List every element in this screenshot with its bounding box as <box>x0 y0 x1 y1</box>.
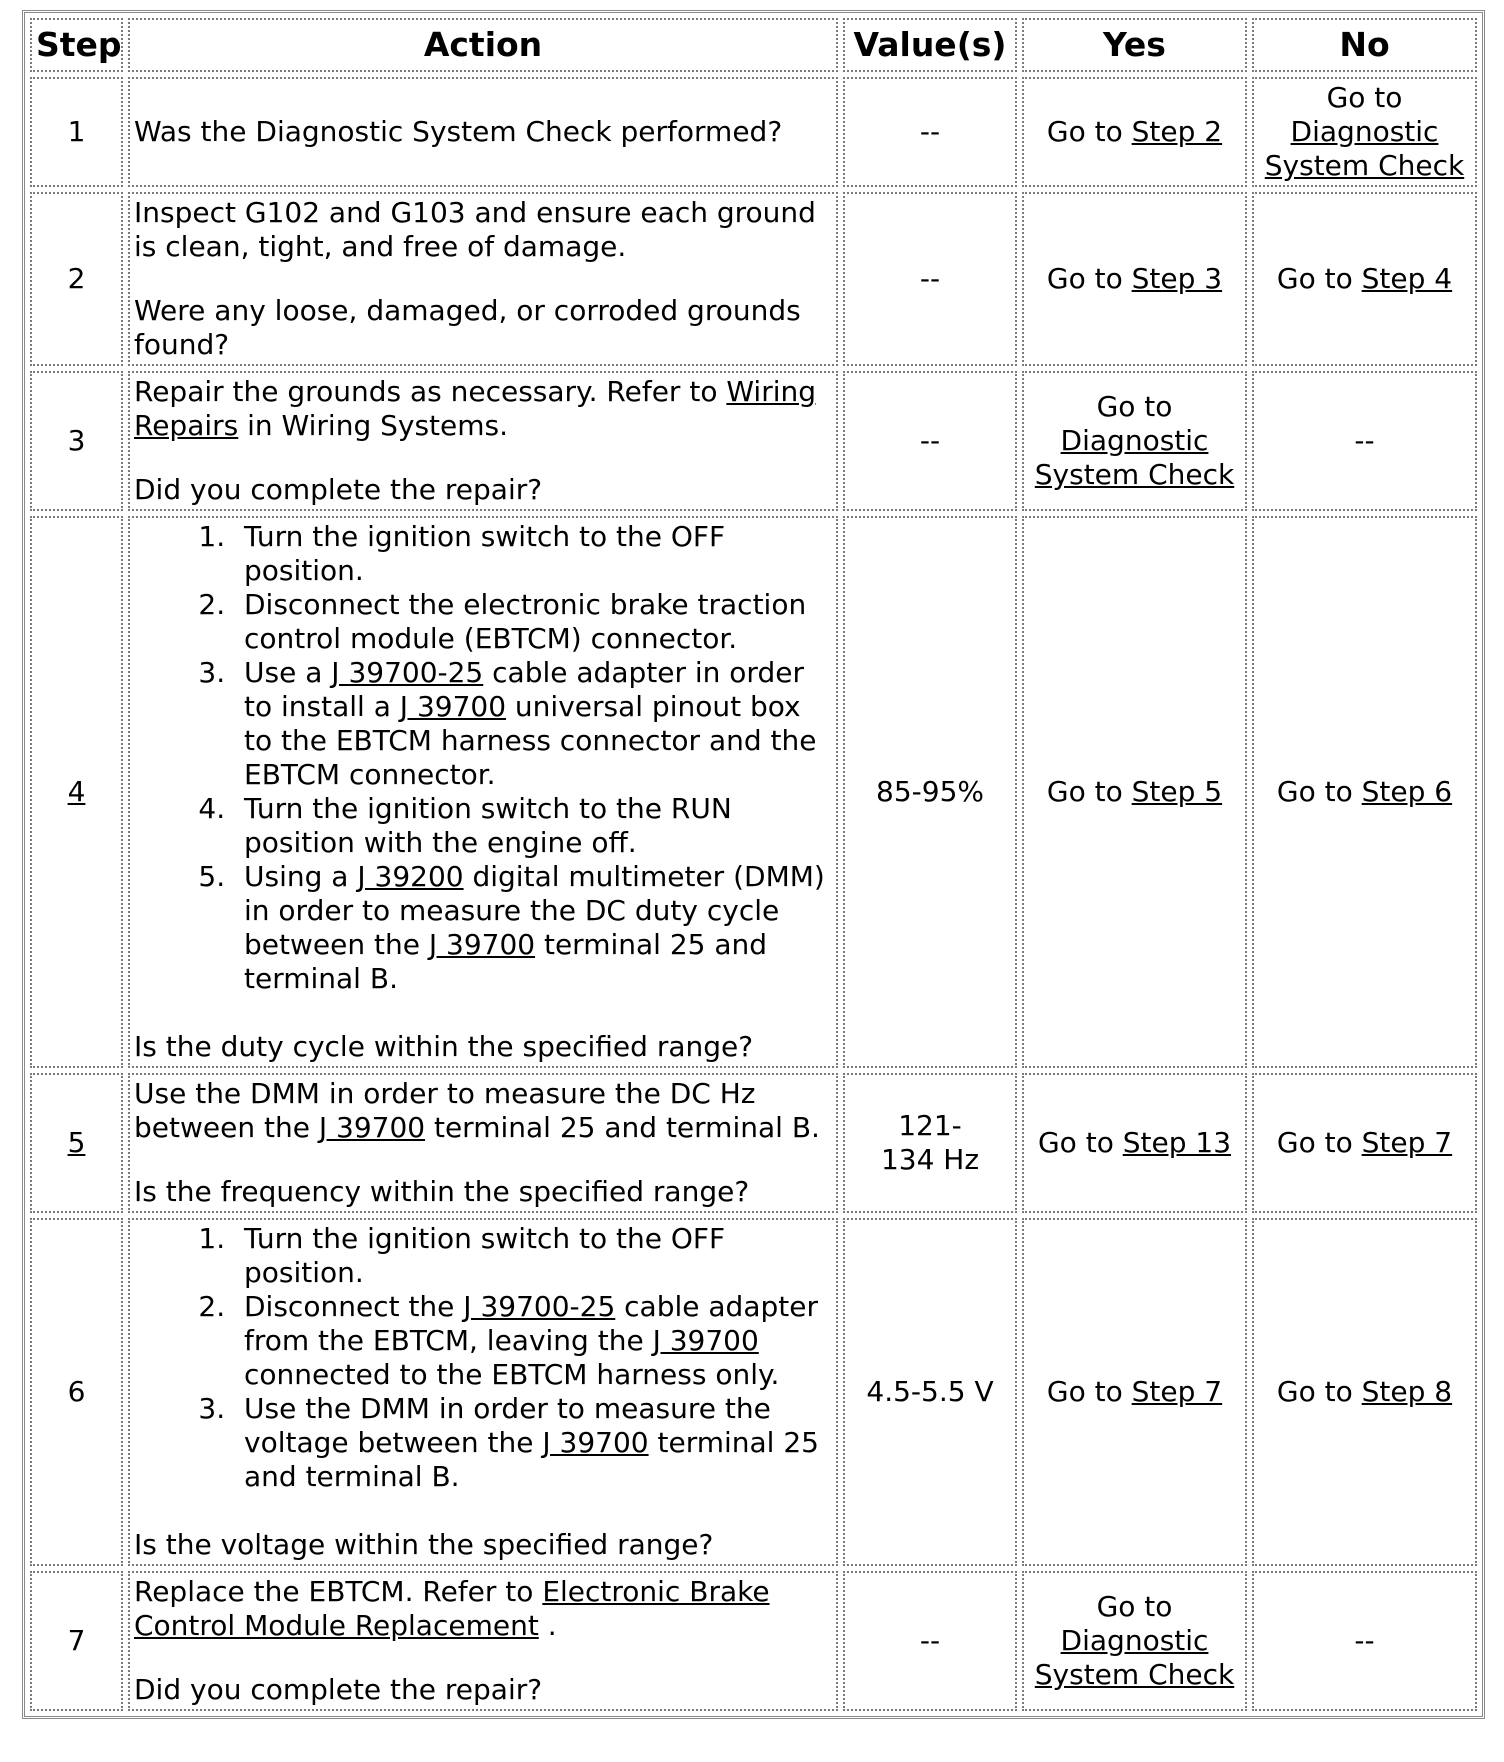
action-cell <box>128 1073 838 1213</box>
list-item <box>234 1222 832 1290</box>
value-cell: -- <box>843 371 1017 511</box>
list-item <box>234 656 832 792</box>
list-item-text: Turn the ignition switch to the OFF position. <box>244 1222 726 1289</box>
value-cell: -- <box>843 192 1017 366</box>
diagnostic-table <box>22 10 1485 1719</box>
table-row <box>30 371 1477 511</box>
yes-cell <box>1022 516 1247 1068</box>
header-step: Step <box>30 18 123 72</box>
action-question: Did you complete the repair? <box>134 1673 543 1706</box>
list-item <box>234 792 832 860</box>
action-text-part: in Wiring Systems. <box>238 409 509 442</box>
list-item <box>234 520 832 588</box>
list-item-text: Using a <box>244 860 358 893</box>
tool-link[interactable]: J 39700 <box>318 1111 426 1144</box>
spacer <box>134 1643 832 1673</box>
table-row <box>30 1571 1477 1711</box>
diagnostic-system-check-link[interactable] <box>1035 1624 1234 1691</box>
step-number: 7 <box>30 1571 123 1711</box>
table-row <box>30 1218 1477 1566</box>
link-part[interactable]: Diagnostic <box>1290 115 1439 148</box>
tool-link[interactable]: J 39700 <box>652 1324 759 1357</box>
table-row <box>30 192 1477 366</box>
tool-link[interactable]: J 39700 <box>542 1426 649 1459</box>
action-cell <box>128 371 838 511</box>
link-part[interactable]: System Check <box>1034 458 1235 491</box>
action-text-part: Replace the EBTCM. Refer to <box>134 1575 543 1608</box>
list-item-text: Turn the ignition switch to the RUN position with the engine off. <box>244 792 732 859</box>
step-link[interactable]: Step 7 <box>1361 1126 1453 1159</box>
tool-link[interactable]: J 39200 <box>357 860 464 893</box>
value-cell: -- <box>843 77 1017 187</box>
action-text <box>134 375 832 443</box>
action-cell <box>128 77 838 187</box>
spacer <box>134 1145 832 1175</box>
action-text-part: Use the DMM in order to measure the DC Hz between the <box>134 1077 756 1144</box>
table-row <box>30 516 1477 1068</box>
header-values: Value(s) <box>843 18 1017 72</box>
header-action: Action <box>128 18 838 72</box>
value-line: 134 Hz <box>880 1143 980 1176</box>
step-number: 3 <box>30 371 123 511</box>
value-cell: 85-95% <box>843 516 1017 1068</box>
no-prefix: Go to <box>1276 1375 1362 1408</box>
link-part[interactable]: System Check <box>1034 1658 1235 1691</box>
no-prefix: Go to <box>1276 775 1362 808</box>
action-question: Did you complete the repair? <box>134 473 543 506</box>
table-row <box>30 77 1477 187</box>
no-prefix: Go to <box>1276 1126 1362 1159</box>
table-row <box>30 1073 1477 1213</box>
list-item-text: cable adapter from the EBTCM, leaving the <box>244 1290 818 1357</box>
link-part[interactable]: System Check <box>1264 149 1465 182</box>
tool-link[interactable]: J 39700-25 <box>463 1290 616 1323</box>
yes-cell <box>1022 77 1247 187</box>
no-cell <box>1252 192 1477 366</box>
step-link[interactable]: Step 4 <box>1361 262 1453 295</box>
value-line: 121- <box>898 1109 962 1142</box>
list-item-text: Disconnect the electronic brake traction control module (EBTCM) connector. <box>244 588 807 655</box>
step-link[interactable]: Step 5 <box>1131 775 1223 808</box>
no-goto-label: Go to <box>1326 81 1403 114</box>
list-item-text: universal pinout box to the EBTCM harness connector and the EBTCM connector. <box>244 690 817 791</box>
tool-link[interactable]: J 39700-25 <box>331 656 484 689</box>
yes-cell <box>1022 1571 1247 1711</box>
wiring-repairs-link[interactable]: Wiring Repairs <box>134 375 817 442</box>
yes-goto-label: Go to <box>1096 1590 1173 1623</box>
list-item-text: Use a <box>244 656 332 689</box>
yes-prefix: Go to <box>1046 775 1132 808</box>
action-cell <box>128 516 838 1068</box>
action-question: Is the frequency within the specified range? <box>134 1175 750 1208</box>
list-item-text: terminal 25 and terminal B. <box>244 928 768 995</box>
no-cell <box>1252 516 1477 1068</box>
action-question: Were any loose, damaged, or corroded grounds found? <box>134 294 801 361</box>
step-number <box>30 516 123 1068</box>
action-text-part: . <box>538 1609 557 1642</box>
value-cell: 4.5-5.5 V <box>843 1218 1017 1566</box>
action-question: Is the duty cycle within the specified range? <box>134 1030 754 1063</box>
action-text: Was the Diagnostic System Check performed? <box>134 115 783 148</box>
header-no: No <box>1252 18 1477 72</box>
yes-prefix: Go to <box>1046 115 1132 148</box>
step-anchor-link[interactable]: 5 <box>67 1126 86 1159</box>
list-item-text: cable adapter in order to install a <box>244 656 804 723</box>
header-row <box>30 18 1477 72</box>
yes-cell <box>1022 1218 1247 1566</box>
header-yes: Yes <box>1022 18 1247 72</box>
tool-link[interactable]: J 39700 <box>428 928 536 961</box>
action-steps-list <box>134 520 832 996</box>
step-number: 1 <box>30 77 123 187</box>
step-link[interactable]: Step 2 <box>1131 115 1223 148</box>
yes-goto-label: Go to <box>1096 390 1173 423</box>
yes-cell <box>1022 371 1247 511</box>
no-cell <box>1252 77 1477 187</box>
yes-cell <box>1022 1073 1247 1213</box>
action-cell <box>128 1218 838 1566</box>
yes-prefix: Go to <box>1046 262 1132 295</box>
action-text <box>134 1575 832 1643</box>
value-cell: -- <box>843 1571 1017 1711</box>
list-item-text: Turn the ignition switch to the OFF position. <box>244 520 726 587</box>
list-item-text: connected to the EBTCM harness only. <box>244 1358 780 1391</box>
list-item <box>234 1290 832 1392</box>
step-anchor-link[interactable]: 4 <box>67 775 86 808</box>
step-link[interactable]: Step 13 <box>1122 1126 1232 1159</box>
step-link[interactable]: Step 3 <box>1131 262 1223 295</box>
step-link[interactable]: Step 6 <box>1361 775 1453 808</box>
action-cell <box>128 192 838 366</box>
no-cell <box>1252 1218 1477 1566</box>
action-text-part: terminal 25 and terminal B. <box>425 1111 820 1144</box>
diagnostic-system-check-link[interactable] <box>1265 115 1464 182</box>
action-text-part: Repair the grounds as necessary. Refer to <box>134 375 727 408</box>
step-number: 2 <box>30 192 123 366</box>
list-item <box>234 1392 832 1494</box>
link-part[interactable]: Diagnostic <box>1060 424 1209 457</box>
step-link[interactable]: Step 7 <box>1131 1375 1223 1408</box>
action-text: Inspect G102 and G103 and ensure each ground is clean, tight, and free of damage. <box>134 196 816 263</box>
list-item-text: digital multimeter (DMM) in order to measure the DC duty cycle between the <box>244 860 825 961</box>
link-part[interactable]: Diagnostic <box>1060 1624 1209 1657</box>
list-item <box>234 860 832 996</box>
action-text <box>134 1077 832 1145</box>
list-item-text: Disconnect the <box>244 1290 464 1323</box>
spacer <box>134 264 832 294</box>
action-question: Is the voltage within the specified range? <box>134 1528 714 1561</box>
no-prefix: Go to <box>1276 262 1362 295</box>
diagnostic-system-check-link[interactable] <box>1035 424 1234 491</box>
no-cell: -- <box>1252 1571 1477 1711</box>
list-item-text: terminal 25 and terminal B. <box>244 1426 819 1493</box>
no-cell <box>1252 1073 1477 1213</box>
ebcm-replacement-link[interactable]: Electronic Brake Control Module Replacement <box>134 1575 770 1642</box>
list-item <box>234 588 832 656</box>
yes-cell <box>1022 192 1247 366</box>
tool-link[interactable]: J 39700 <box>399 690 507 723</box>
yes-prefix: Go to <box>1046 1375 1132 1408</box>
spacer <box>134 443 832 473</box>
yes-prefix: Go to <box>1037 1126 1123 1159</box>
step-number <box>30 1073 123 1213</box>
value-cell <box>843 1073 1017 1213</box>
step-number: 6 <box>30 1218 123 1566</box>
list-item-text: Use the DMM in order to measure the voltage between the <box>244 1392 771 1459</box>
action-cell <box>128 1571 838 1711</box>
no-cell: -- <box>1252 371 1477 511</box>
action-steps-list <box>134 1222 832 1494</box>
step-link[interactable]: Step 8 <box>1361 1375 1453 1408</box>
